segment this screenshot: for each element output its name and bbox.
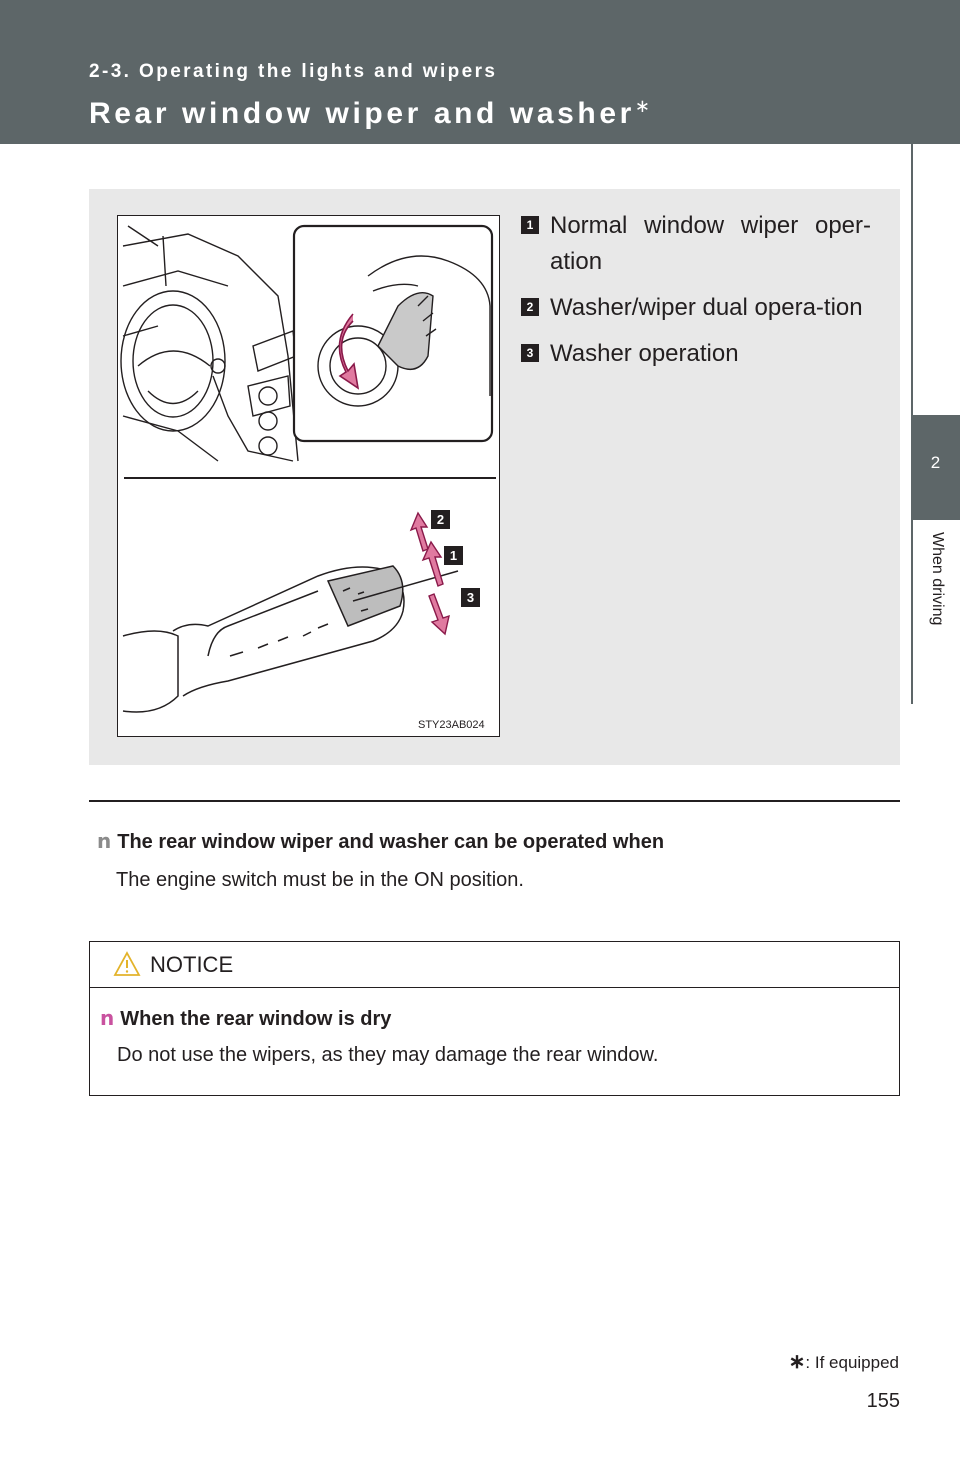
callout-text: Normal window wiper oper-ation [550, 212, 871, 275]
warning-triangle-icon [113, 951, 141, 977]
note-heading-text: The rear window wiper and washer can be operated when [117, 831, 665, 853]
arrow-dual-operation [411, 513, 428, 551]
footnote-mark: ∗ [788, 1351, 806, 1373]
section-divider [89, 800, 900, 802]
callout-number: 2 [521, 298, 539, 316]
marker-2 [431, 510, 450, 529]
figure-code: STY23AB024 [418, 719, 485, 731]
footnote [789, 1349, 899, 1374]
marker-1 [444, 546, 463, 565]
page-number: 155 [866, 1390, 900, 1412]
bullet-marker: n [100, 1006, 115, 1030]
callout-number: 1 [521, 216, 539, 234]
chapter-number: 2 [930, 453, 941, 472]
callout-item [521, 290, 871, 326]
page-title-text: Rear window wiper and washer [89, 97, 635, 130]
notice-box [89, 941, 900, 1096]
note-heading [97, 829, 664, 854]
page-title [89, 96, 654, 131]
marker-3 [461, 588, 480, 607]
if-equipped-mark: ∗ [634, 96, 654, 116]
callout-list [521, 208, 871, 382]
notice-heading [100, 1006, 391, 1031]
marker-1-label: 1 [449, 548, 458, 563]
chapter-label: When driving [929, 532, 946, 626]
dashboard-sketch [121, 226, 298, 461]
notice-heading-text: When the rear window is dry [120, 1008, 392, 1030]
section-label: 2-3. Operating the lights and wipers [89, 61, 498, 82]
callout-item [521, 208, 871, 280]
note-body: The engine switch must be in the ON position. [116, 869, 524, 891]
notice-body: Do not use the wipers, as they may damage the rear window. [117, 1044, 659, 1066]
marker-3-label: 3 [466, 590, 475, 605]
bullet-marker: n [97, 829, 112, 853]
callout-text: Washer operation [550, 340, 739, 367]
wiper-lever [123, 566, 458, 712]
wiper-illustration [117, 215, 500, 737]
wiper-lever-drawing [118, 216, 498, 735]
callout-text: Washer/wiper dual opera-tion [550, 294, 863, 321]
notice-label: NOTICE [150, 952, 234, 977]
notice-header [90, 942, 899, 988]
footnote-text: : If equipped [805, 1353, 899, 1372]
chapter-tab [911, 415, 960, 520]
marker-2-label: 2 [436, 512, 445, 527]
callout-number: 3 [521, 344, 539, 362]
arrow-washer-operation [429, 594, 449, 634]
callout-item [521, 336, 871, 372]
